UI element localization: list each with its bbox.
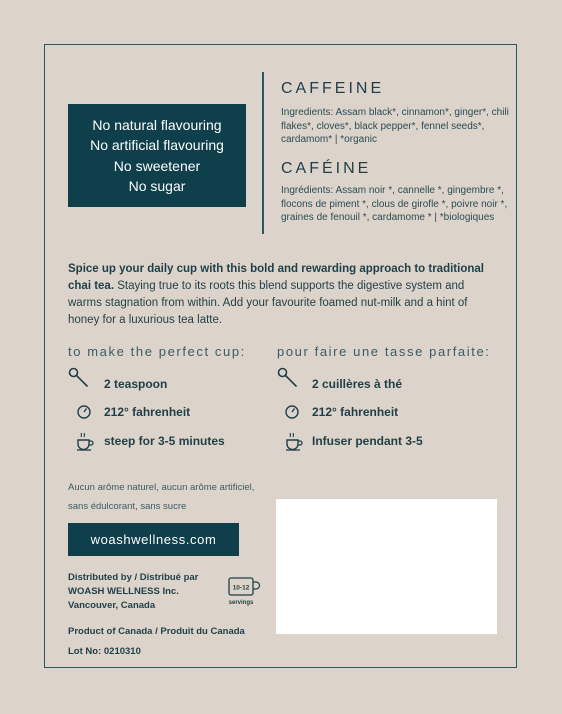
distributor — [68, 571, 198, 613]
thermometer-dial-icon — [76, 403, 98, 425]
thermometer-dial-icon — [284, 403, 306, 425]
lot-number: Lot No: 0210310 — [68, 646, 141, 657]
spoon-icon — [277, 367, 299, 389]
french-ingredients: Ingrédients: Assam noir *, cannelle *, gingembre *, flocons de piment *, clous de girofle *, poivre noir *, graines de fenouil *, cardamome * | *biologiques — [281, 185, 508, 223]
en-instructions-heading: to make the perfect cup: — [68, 344, 246, 359]
website-link[interactable]: woashwellness.com — [68, 523, 239, 556]
divider — [262, 72, 264, 234]
claim-line: No sugar — [128, 178, 186, 194]
french-heading: CAFÉINE — [281, 160, 372, 177]
fr-step-2: 212° fahrenheit — [312, 405, 399, 419]
en-step-2: 212° fahrenheit — [104, 405, 191, 419]
claim-line: No natural flavouring — [92, 116, 222, 133]
claim-line: No sweetener — [113, 157, 201, 174]
description-bold: Spice up your daily cup with this bold and rewarding approach to traditional chai tea. — [68, 263, 484, 292]
distributor-name: WOASH WELLNESS Inc. — [68, 586, 179, 597]
claims-box — [68, 104, 246, 207]
distributor-location: Vancouver, Canada — [68, 600, 156, 611]
claim-line: No artificial flavouring — [90, 137, 224, 153]
servings-cup-icon — [226, 574, 262, 610]
description — [68, 261, 488, 329]
fr-step-1: 2 cuillères à thé — [312, 377, 403, 391]
product-of: Product of Canada / Produit du Canada — [68, 626, 245, 637]
fr-instructions-heading: pour faire une tasse parfaite: — [277, 344, 491, 359]
tea-cup-icon — [74, 430, 96, 452]
blank-label-area — [276, 499, 497, 634]
french-claims: Aucun arôme naturel, aucun arôme artificiel, sans édulcorant, sans sucre — [68, 482, 255, 512]
english-ingredients: Ingredients: Assam black*, cinnamon*, ginger*, chili flakes*, cloves*, black pepper*, fennel seeds*, cardamom* | *organic — [281, 107, 509, 145]
english-heading: CAFFEINE — [281, 80, 385, 97]
spoon-icon — [68, 367, 90, 389]
distributor-line: Distributed by / Distribué par — [68, 572, 199, 583]
tea-cup-icon — [283, 430, 305, 452]
fr-step-3: Infuser pendant 3-5 — [312, 434, 423, 448]
servings-count: 10-12 — [232, 584, 250, 592]
en-step-3: steep for 3-5 minutes — [104, 434, 225, 448]
servings-label: servings — [228, 600, 254, 606]
en-step-1: 2 teaspoon — [104, 377, 168, 391]
description-text: Staying true to its roots this blend supports the digestive system and warms stagnation from within. Add your favourite foamed nut-milk and a hint of honey for a luxurious tea latte. — [68, 280, 468, 326]
